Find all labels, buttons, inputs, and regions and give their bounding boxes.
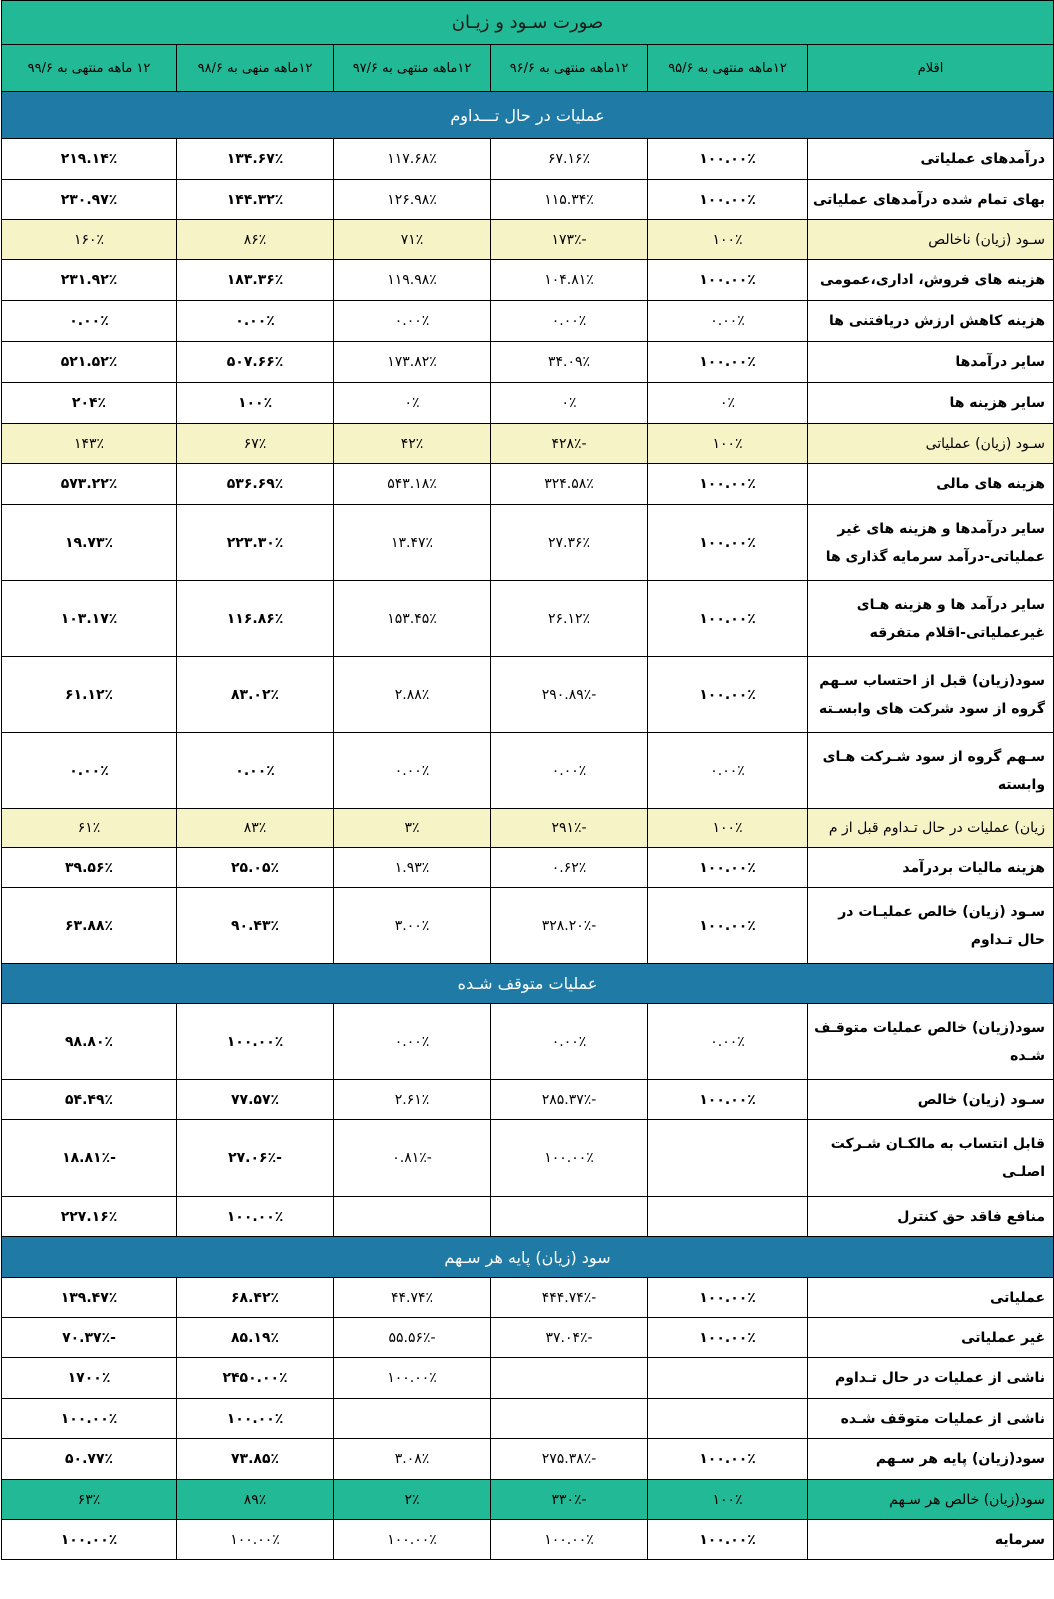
cell-value: -۲۸۵.۳۷٪ bbox=[491, 1080, 648, 1120]
cell-value: ۵۴.۴۹٪ bbox=[2, 1080, 177, 1120]
cell-value: ۱۷۳.۸۲٪ bbox=[334, 342, 491, 383]
cell-value: -۲۷۵.۳۸٪ bbox=[491, 1439, 648, 1480]
cell-value: -۵۵.۵۶٪ bbox=[334, 1318, 491, 1358]
income-statement-table bbox=[1, 0, 1054, 1560]
row-label: سـهم گروه از سود شـرکت هـای وابسته bbox=[808, 733, 1054, 809]
table-row bbox=[2, 505, 1054, 581]
cell-value: ۱۰۰.۰۰٪ bbox=[648, 1318, 808, 1358]
cell-value: ۱۰۰.۰۰٪ bbox=[648, 1439, 808, 1480]
cell-value: ۱۳.۴۷٪ bbox=[334, 505, 491, 581]
cell-value: ۱۵۳.۴۵٪ bbox=[334, 581, 491, 657]
table-row bbox=[2, 260, 1054, 301]
cell-value: ۲.۶۱٪ bbox=[334, 1080, 491, 1120]
table-row bbox=[2, 1318, 1054, 1358]
cell-value: ۲۲۷.۱۶٪ bbox=[2, 1197, 177, 1237]
table-row bbox=[2, 180, 1054, 220]
row-label: هزینه کاهش ارزش دریافتنی ها bbox=[808, 301, 1054, 342]
cell-value: ۵۰.۷۷٪ bbox=[2, 1439, 177, 1480]
cell-value: ۲۰۴٪ bbox=[2, 383, 177, 424]
cell-value: ۰.۰۰٪ bbox=[177, 301, 334, 342]
cell-value: -۰.۸۱٪ bbox=[334, 1120, 491, 1197]
cell-value: ۰.۰۰٪ bbox=[491, 1004, 648, 1080]
cell-value: ۱۴۳٪ bbox=[2, 424, 177, 464]
table-row bbox=[2, 1399, 1054, 1439]
cell-value: ۱۰۰٪ bbox=[648, 809, 808, 848]
row-label: سایر درآمدها و هزینه های غیر عملیاتی-درآمد سرمایه گذاری ها bbox=[808, 505, 1054, 581]
cell-value: ۶۷٪ bbox=[177, 424, 334, 464]
table-row bbox=[2, 1439, 1054, 1480]
cell-value: -۳۳۰٪ bbox=[491, 1480, 648, 1520]
cell-value: -۱۸.۸۱٪ bbox=[2, 1120, 177, 1197]
cell-value: ۱۰۰.۰۰٪ bbox=[177, 1197, 334, 1237]
cell-value: ۱۶۰٪ bbox=[2, 220, 177, 260]
cell-value: ۱۰۰.۰۰٪ bbox=[177, 1520, 334, 1560]
cell-value: ۱۲۶.۹۸٪ bbox=[334, 180, 491, 220]
section-row-eps bbox=[2, 1237, 1054, 1278]
table-row bbox=[2, 657, 1054, 733]
cell-value bbox=[491, 1358, 648, 1399]
row-label: سود(زیان) قبل از احتساب سـهم گروه از سود شرکت های وابسـته bbox=[808, 657, 1054, 733]
cell-value: ۸۶٪ bbox=[177, 220, 334, 260]
table-row bbox=[2, 1480, 1054, 1520]
cell-value: ۰٪ bbox=[648, 383, 808, 424]
row-label: سرمایه bbox=[808, 1520, 1054, 1560]
cell-value: -۲۹۰.۸۹٪ bbox=[491, 657, 648, 733]
cell-value bbox=[648, 1399, 808, 1439]
cell-value bbox=[648, 1197, 808, 1237]
cell-value: ۱۴۴.۳۲٪ bbox=[177, 180, 334, 220]
row-label: سـود (زیان) خالص عملیـات در حال تـداوم bbox=[808, 888, 1054, 964]
cell-value: ۱۰۰.۰۰٪ bbox=[648, 848, 808, 888]
cell-value: ۱۰۰.۰۰٪ bbox=[648, 581, 808, 657]
cell-value: ۷۷.۵۷٪ bbox=[177, 1080, 334, 1120]
cell-value: ۱۸۳.۳۶٪ bbox=[177, 260, 334, 301]
cell-value: ۱۰۰٪ bbox=[648, 424, 808, 464]
cell-value: ۱۱۵.۳۴٪ bbox=[491, 180, 648, 220]
cell-value bbox=[648, 1358, 808, 1399]
cell-value: ۶۸.۴۲٪ bbox=[177, 1278, 334, 1318]
cell-value: ۵۲۱.۵۲٪ bbox=[2, 342, 177, 383]
column-header-96: ۱۲ماهه منتهی به ۹۶/۶ bbox=[491, 45, 648, 92]
row-label: هزینه های مالی bbox=[808, 464, 1054, 505]
cell-value: ۱۰۰.۰۰٪ bbox=[648, 464, 808, 505]
cell-value: ۱۰۰.۰۰٪ bbox=[648, 888, 808, 964]
cell-value: ۳.۰۰٪ bbox=[334, 888, 491, 964]
table-row bbox=[2, 1120, 1054, 1197]
cell-value: ۹۰.۴۳٪ bbox=[177, 888, 334, 964]
cell-value: ۱۰۰.۰۰٪ bbox=[648, 260, 808, 301]
cell-value: ۱۰۰.۰۰٪ bbox=[648, 139, 808, 180]
row-label: ناشی از عملیات در حال تـداوم bbox=[808, 1358, 1054, 1399]
cell-value: ۲۳۱.۹۲٪ bbox=[2, 260, 177, 301]
cell-value: ۳۴.۰۹٪ bbox=[491, 342, 648, 383]
row-label: منافع فاقد حق کنترل bbox=[808, 1197, 1054, 1237]
cell-value: ۴۲٪ bbox=[334, 424, 491, 464]
table-row bbox=[2, 301, 1054, 342]
row-label: سایر درآمدها bbox=[808, 342, 1054, 383]
cell-value: ۱۱۹.۹۸٪ bbox=[334, 260, 491, 301]
cell-value: ۱۰۰.۰۰٪ bbox=[648, 505, 808, 581]
section-row-discontinued bbox=[2, 964, 1054, 1004]
cell-value bbox=[648, 1120, 808, 1197]
column-header-95: ۱۲ماهه منتهی به ۹۵/۶ bbox=[648, 45, 808, 92]
section-title-discontinued: عملیات متوقف شـده bbox=[2, 964, 1054, 1004]
cell-value: ۷۳.۸۵٪ bbox=[177, 1439, 334, 1480]
cell-value: ۲۲۳.۳۰٪ bbox=[177, 505, 334, 581]
column-header-97: ۱۲ماهه منتهی به ۹۷/۶ bbox=[334, 45, 491, 92]
row-label: درآمدهای عملیاتی bbox=[808, 139, 1054, 180]
income-statement bbox=[1, 0, 1053, 1598]
cell-value: -۷۰.۳۷٪ bbox=[2, 1318, 177, 1358]
cell-value: ۱۰۰.۰۰٪ bbox=[334, 1358, 491, 1399]
cell-value: ۴۴.۷۴٪ bbox=[334, 1278, 491, 1318]
row-label: سـود (زیان) عملیاتی bbox=[808, 424, 1054, 464]
row-label: بهای تمام شده درآمدهای عملیاتی bbox=[808, 180, 1054, 220]
table-row bbox=[2, 1197, 1054, 1237]
row-label: هزینه های فروش، اداری،عمومی bbox=[808, 260, 1054, 301]
cell-value: ۱۰۰٪ bbox=[648, 1480, 808, 1520]
cell-value: ۶۳.۸۸٪ bbox=[2, 888, 177, 964]
cell-value: ۱۹.۷۳٪ bbox=[2, 505, 177, 581]
cell-value: ۲۱۹.۱۴٪ bbox=[2, 139, 177, 180]
section-title-continuing: عملیات در حال تـــداوم bbox=[2, 92, 1054, 139]
row-label: عملیاتی bbox=[808, 1278, 1054, 1318]
table-row bbox=[2, 733, 1054, 809]
header-row bbox=[2, 45, 1054, 92]
cell-value bbox=[334, 1399, 491, 1439]
table-row bbox=[2, 342, 1054, 383]
cell-value bbox=[334, 1197, 491, 1237]
cell-value: ۰.۰۰٪ bbox=[491, 733, 648, 809]
cell-value: ۲۴۵۰.۰۰٪ bbox=[177, 1358, 334, 1399]
row-label: سـود (زیان) خالص bbox=[808, 1080, 1054, 1120]
cell-value: ۰.۰۰٪ bbox=[648, 1004, 808, 1080]
cell-value: ۵۰۷.۶۶٪ bbox=[177, 342, 334, 383]
cell-value: ۱۰۰.۰۰٪ bbox=[334, 1520, 491, 1560]
row-label: سـود (زیان) ناخالص bbox=[808, 220, 1054, 260]
cell-value: ۸۹٪ bbox=[177, 1480, 334, 1520]
cell-value: ۲٪ bbox=[334, 1480, 491, 1520]
cell-value: ۸۳٪ bbox=[177, 809, 334, 848]
row-label: هزینه مالیات بردرآمد bbox=[808, 848, 1054, 888]
table-row bbox=[2, 1520, 1054, 1560]
cell-value: ۳.۰۸٪ bbox=[334, 1439, 491, 1480]
section-title-eps: سود (زیان) پایه هر سـهم bbox=[2, 1237, 1054, 1278]
row-label: سایر هزینه ها bbox=[808, 383, 1054, 424]
cell-value bbox=[491, 1399, 648, 1439]
cell-value: ۱۰۰.۰۰٪ bbox=[648, 180, 808, 220]
cell-value: ۱۷۰۰٪ bbox=[2, 1358, 177, 1399]
table-row bbox=[2, 809, 1054, 848]
cell-value bbox=[491, 1197, 648, 1237]
cell-value: ۸۵.۱۹٪ bbox=[177, 1318, 334, 1358]
row-label: ناشی از عملیات متوقف شـده bbox=[808, 1399, 1054, 1439]
cell-value: ۱۰۰.۰۰٪ bbox=[2, 1520, 177, 1560]
cell-value: ۶۱٪ bbox=[2, 809, 177, 848]
page-title: صورت سـود و زیـان bbox=[2, 1, 1054, 45]
cell-value: ۲۶.۱۲٪ bbox=[491, 581, 648, 657]
cell-value: ۱۰۰.۰۰٪ bbox=[491, 1520, 648, 1560]
cell-value: ۶۱.۱۲٪ bbox=[2, 657, 177, 733]
cell-value: ۱۰۰.۰۰٪ bbox=[648, 1520, 808, 1560]
cell-value: ۰.۰۰٪ bbox=[2, 301, 177, 342]
cell-value: ۵۳۶.۶۹٪ bbox=[177, 464, 334, 505]
cell-value: ۳۲۴.۵۸٪ bbox=[491, 464, 648, 505]
cell-value: ۸۳.۰۲٪ bbox=[177, 657, 334, 733]
cell-value: ۱۰۳.۱۷٪ bbox=[2, 581, 177, 657]
table-row bbox=[2, 464, 1054, 505]
cell-value: -۳۲۸.۲۰٪ bbox=[491, 888, 648, 964]
cell-value: -۲۹۱٪ bbox=[491, 809, 648, 848]
table-row bbox=[2, 1080, 1054, 1120]
row-label: غیر عملیاتی bbox=[808, 1318, 1054, 1358]
cell-value: -۴۴۴.۷۴٪ bbox=[491, 1278, 648, 1318]
table-row bbox=[2, 220, 1054, 260]
cell-value: ۲۳۰.۹۷٪ bbox=[2, 180, 177, 220]
cell-value: ۱۰۰.۰۰٪ bbox=[648, 1080, 808, 1120]
cell-value: ۱۳۴.۶۷٪ bbox=[177, 139, 334, 180]
cell-value: ۰٪ bbox=[334, 383, 491, 424]
table-row bbox=[2, 581, 1054, 657]
cell-value: ۶۷.۱۶٪ bbox=[491, 139, 648, 180]
table-row bbox=[2, 1358, 1054, 1399]
cell-value: ۰.۰۰٪ bbox=[177, 733, 334, 809]
cell-value: ۲۵.۰۵٪ bbox=[177, 848, 334, 888]
title-row bbox=[2, 1, 1054, 45]
row-label: قابل انتساب به مالکـان شـرکت اصلـی bbox=[808, 1120, 1054, 1197]
cell-value: ۱۰۰.۰۰٪ bbox=[648, 1278, 808, 1318]
cell-value: -۲۷.۰۶٪ bbox=[177, 1120, 334, 1197]
cell-value: ۳٪ bbox=[334, 809, 491, 848]
cell-value: ۱.۹۳٪ bbox=[334, 848, 491, 888]
cell-value: ۰.۰۰٪ bbox=[2, 733, 177, 809]
table-row bbox=[2, 1004, 1054, 1080]
cell-value: ۱۰۰٪ bbox=[177, 383, 334, 424]
row-label: سایر درآمد ها و هزینه هـای غیرعملیاتی-اقلام متفرقه bbox=[808, 581, 1054, 657]
cell-value: ۹۸.۸۰٪ bbox=[2, 1004, 177, 1080]
cell-value: ۱۰۰.۰۰٪ bbox=[177, 1004, 334, 1080]
cell-value: ۰.۰۰٪ bbox=[334, 733, 491, 809]
row-label: زیان) عملیات در حال تـداوم قبل از م bbox=[808, 809, 1054, 848]
cell-value: ۰.۰۰٪ bbox=[491, 301, 648, 342]
cell-value: ۱۰۰.۰۰٪ bbox=[2, 1399, 177, 1439]
column-header-98: ۱۲ماهه منهی به ۹۸/۶ bbox=[177, 45, 334, 92]
table-row bbox=[2, 424, 1054, 464]
cell-value: -۳۷.۰۴٪ bbox=[491, 1318, 648, 1358]
cell-value: ۲.۸۸٪ bbox=[334, 657, 491, 733]
cell-value: ۱۰۰.۰۰٪ bbox=[648, 342, 808, 383]
cell-value: ۱۰۰.۰۰٪ bbox=[491, 1120, 648, 1197]
table-row bbox=[2, 848, 1054, 888]
column-header-99: ۱۲ ماهه منتهی به ۹۹/۶ bbox=[2, 45, 177, 92]
cell-value: ۱۱۷.۶۸٪ bbox=[334, 139, 491, 180]
cell-value: -۴۲۸٪ bbox=[491, 424, 648, 464]
section-row-continuing bbox=[2, 92, 1054, 139]
table-row bbox=[2, 383, 1054, 424]
cell-value: ۵۴۳.۱۸٪ bbox=[334, 464, 491, 505]
cell-value: ۰.۰۰٪ bbox=[334, 1004, 491, 1080]
cell-value: ۷۱٪ bbox=[334, 220, 491, 260]
cell-value: ۱۰۴.۸۱٪ bbox=[491, 260, 648, 301]
cell-value: ۱۱۶.۸۶٪ bbox=[177, 581, 334, 657]
cell-value: ۱۰۰٪ bbox=[648, 220, 808, 260]
cell-value: ۵۷۳.۲۲٪ bbox=[2, 464, 177, 505]
column-header-items: اقلام bbox=[808, 45, 1054, 92]
cell-value: ۰.۰۰٪ bbox=[648, 733, 808, 809]
table-row bbox=[2, 139, 1054, 180]
table-row bbox=[2, 1278, 1054, 1318]
cell-value: ۱۳۹.۴۷٪ bbox=[2, 1278, 177, 1318]
row-label: سود(زیان) خالص عملیات متوقـف شـده bbox=[808, 1004, 1054, 1080]
cell-value: ۱۰۰.۰۰٪ bbox=[177, 1399, 334, 1439]
cell-value: ۰.۰۰٪ bbox=[648, 301, 808, 342]
cell-value: ۰.۶۲٪ bbox=[491, 848, 648, 888]
row-label: سود(زیان) پایه هر سـهم bbox=[808, 1439, 1054, 1480]
cell-value: ۰٪ bbox=[491, 383, 648, 424]
cell-value: ۶۳٪ bbox=[2, 1480, 177, 1520]
cell-value: -۱۷۳٪ bbox=[491, 220, 648, 260]
cell-value: ۰.۰۰٪ bbox=[334, 301, 491, 342]
table-row bbox=[2, 888, 1054, 964]
cell-value: ۲۷.۳۶٪ bbox=[491, 505, 648, 581]
cell-value: ۱۰۰.۰۰٪ bbox=[648, 657, 808, 733]
row-label: سود(زیان) خالص هر سـهم bbox=[808, 1480, 1054, 1520]
cell-value: ۳۹.۵۶٪ bbox=[2, 848, 177, 888]
